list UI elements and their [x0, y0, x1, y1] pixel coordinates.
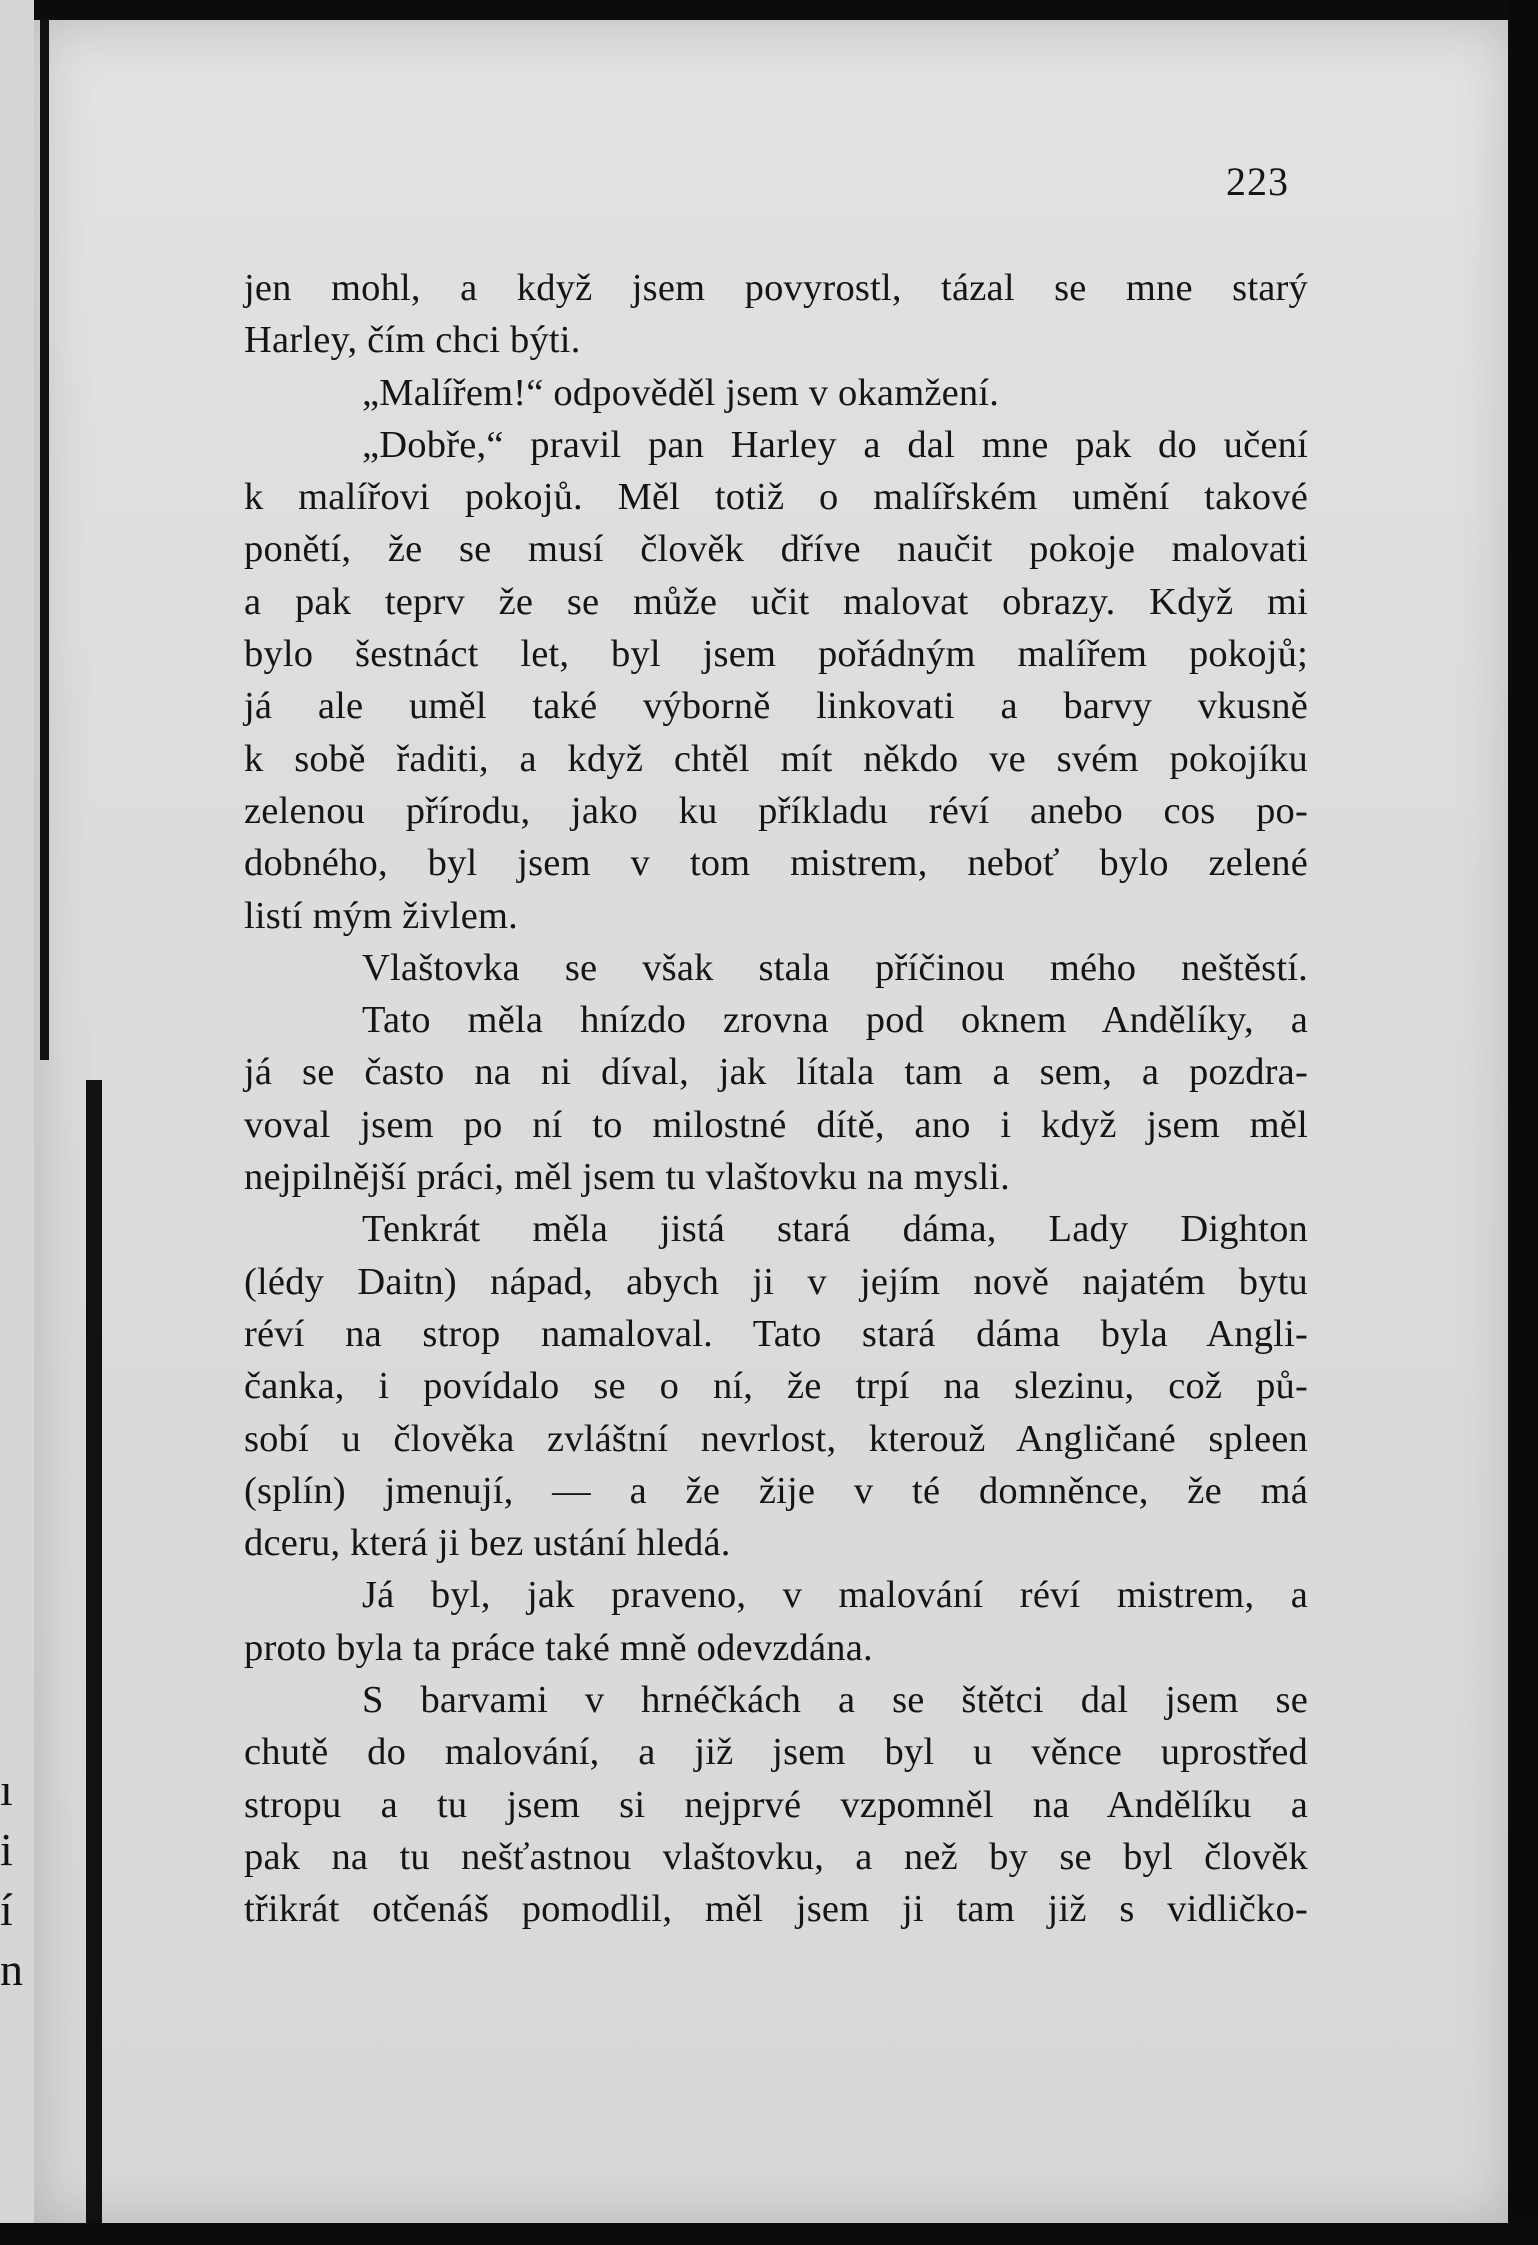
text-line: listí mým živlem.	[244, 894, 518, 937]
page-number: 223	[1226, 159, 1289, 204]
text-line: Harley, čím chci býti.	[244, 319, 581, 362]
text-line: Tato měla hnízdo zrovna pod oknem Andělíky, a	[362, 999, 1308, 1042]
fragment-2: í	[0, 1884, 13, 1935]
text-line: chutě do malování, a již jsem byl u věnce uprostřed	[244, 1731, 1308, 1774]
text-line: Vlaštovka se však stala příčinou mého neštěstí.	[362, 946, 1308, 989]
binding-shadow-bottom	[86, 1080, 102, 2240]
fragment-1: i	[0, 1824, 13, 1875]
text-line: k malířovi pokojů. Měl totiž o malířském umění takové	[244, 476, 1308, 519]
text-line: zelenou přírodu, jako ku příkladu réví anebo cos po-	[244, 789, 1308, 832]
right-scan-border	[1508, 0, 1538, 2245]
text-line: já se často na ni díval, jak lítala tam a sem, a pozdra-	[244, 1051, 1308, 1094]
text-line: bylo šestnáct let, byl jsem pořádným malířem pokojů;	[244, 633, 1308, 676]
text-line: čanka, i povídalo se o ní, že trpí na slezinu, což pů-	[244, 1365, 1308, 1408]
fragment-3: n	[0, 1944, 23, 1995]
text-line: ponětí, že se musí člověk dříve naučit pokoje malovati	[244, 528, 1308, 571]
text-line: stropu a tu jsem si nejprvé vzpomněl na Andělíku a	[244, 1783, 1308, 1826]
left-margin-fragments	[0, 1760, 30, 2000]
text-line: (splín) jmenují, — a že žije v té domněnce, že má	[244, 1469, 1308, 1512]
text-line: S barvami v hrnéčkách a se štětci dal jsem se	[362, 1679, 1308, 1722]
text-line: k sobě řaditi, a když chtěl mít někdo ve svém pokojíku	[244, 737, 1308, 780]
text-line: jen mohl, a když jsem povyrostl, tázal se mne starý	[244, 267, 1308, 309]
text-line: voval jsem po ní to milostné dítě, ano i když jsem měl	[244, 1103, 1308, 1146]
text-line: proto byla ta práce také mně odevzdána.	[244, 1626, 873, 1669]
text-line: pak na tu nešťastnou vlaštovku, a než by se byl člověk	[244, 1835, 1308, 1878]
bottom-scan-border	[0, 2223, 1538, 2245]
text-line: „Dobře,“ pravil pan Harley a dal mne pak do učení	[362, 423, 1308, 466]
text-line: (lédy Daitn) nápad, abych ji v jejím nově najatém bytu	[244, 1260, 1308, 1303]
body-text	[244, 262, 1308, 1936]
fragment-0: ı	[0, 1764, 13, 1815]
text-line: dceru, která ji bez ustání hledá.	[244, 1522, 731, 1565]
text-line: Já byl, jak praveno, v malování réví mistrem, a	[362, 1574, 1308, 1617]
text-line: Tenkrát měla jistá stará dáma, Lady Dighton	[362, 1208, 1308, 1251]
binding-shadow-top	[40, 20, 49, 1060]
text-line: dobného, byl jsem v tom mistrem, neboť bylo zelené	[244, 842, 1308, 885]
text-line: já ale uměl také výborně linkovati a barvy vkusně	[244, 685, 1308, 728]
text-line: třikrát otčenáš pomodlil, měl jsem ji tam již s vidličko-	[244, 1888, 1308, 1931]
text-line: sobí u člověka zvláštní nevrlost, kterouž Angličané spleen	[244, 1417, 1308, 1460]
text-line: „Malířem!“ odpověděl jsem v okamžení.	[362, 371, 1000, 414]
text-line: réví na strop namaloval. Tato stará dáma byla Angli-	[244, 1312, 1308, 1355]
text-line: a pak teprv že se může učit malovat obrazy. Když mi	[244, 580, 1308, 623]
text-line: nejpilnější práci, měl jsem tu vlaštovku na mysli.	[244, 1156, 1010, 1199]
